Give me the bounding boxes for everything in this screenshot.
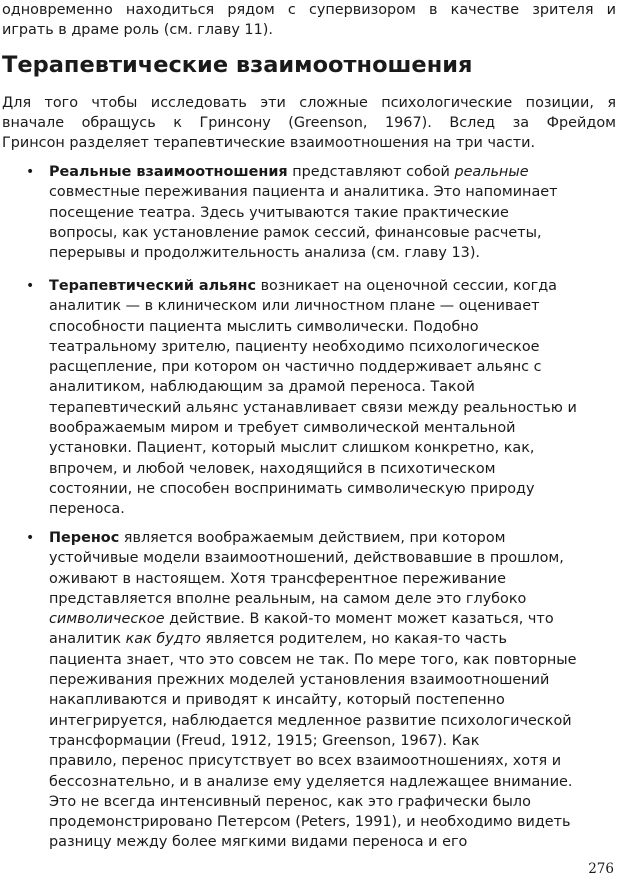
bullet-text (49, 162, 619, 263)
intro-line: одновременно находиться рядом с супервизором в качестве зрителя и (2, 2, 616, 18)
section-title: Терапевтические взаимоотношения (2, 52, 473, 78)
paragraph-line: Для того чтобы исследовать эти сложные психологические позиции, я (2, 95, 616, 111)
bullet-line (49, 162, 619, 182)
page-number: 276 (588, 861, 614, 877)
intro-line: играть в драме роль (см. главу 11). (2, 22, 273, 38)
italic-text: как будто (125, 631, 201, 648)
bullet-line: переживания прежних моделей установления взаимоотношений (49, 672, 550, 689)
bullet-line: правило, перенос присутствует во всех взаимоотношениях, хотя и (49, 753, 562, 770)
bullet-line: посещение театра. Здесь учитываются такие практические (49, 204, 509, 221)
bullet-line: Это не всегда интенсивный перенос, как это графически было (49, 793, 531, 810)
bullet-line: воображаемым миром и требует символической ментальной (49, 420, 516, 437)
bullet-line: представляется вполне реальным, на самом деле это глубоко (49, 590, 527, 607)
bullet-line: интегрируется, наблюдается медленное развитие психологической (49, 712, 572, 729)
bullet-text-run: является родителем, но какая-то часть (200, 631, 507, 648)
bullet-line: терапевтический альянс устанавливает связи между реальностью и (49, 399, 577, 416)
section-paragraph (2, 93, 616, 153)
bullet-line: вопросы, как установление рамок сессий, финансовые расчеты, (49, 224, 542, 241)
bullet-line: впрочем, и любой человек, находящийся в психотическом (49, 460, 496, 477)
bullet-text (49, 276, 619, 520)
bullet-text-run: представляют собой (287, 164, 455, 180)
bullet-line: аналитик — в клиническом или личностном плане — оценивает (49, 298, 540, 315)
bullet-marker: • (26, 278, 35, 294)
bullet-line: совместные переживания пациента и аналитика. Это напоминает (49, 184, 558, 201)
bullet-line: переноса. (49, 501, 125, 518)
bullet-line: установки. Пациент, который мыслит слишком конкретно, как, (49, 440, 535, 457)
bullet-text-run: является воображаемым действием, при котором (119, 530, 506, 546)
bullet-line: аналитиком, наблюдающим за драмой переноса. Такой (49, 379, 475, 396)
bullet-term: Терапевтический альянс (49, 278, 256, 294)
bullet-line (49, 276, 619, 296)
paragraph-line: вначале обращусь к Гринсону (Greenson, 1967). Вслед за Фрейдом (2, 115, 616, 131)
bullet-line (49, 629, 619, 649)
bullet-line (49, 609, 619, 629)
bullet-term: Перенос (49, 530, 120, 546)
bullet-line: устойчивые модели взаимоотношений, действовавшие в прошлом, (49, 550, 564, 567)
bullet-line: театральному зрителю, пациенту необходимо психологическое (49, 338, 540, 355)
bullet-line: способности пациента мыслить символически. Подобно (49, 318, 479, 335)
bullet-text-run: аналитик (49, 631, 126, 648)
bullet-marker: • (26, 530, 35, 546)
bullet-line: состоянии, не способен воспринимать символическую природу (49, 480, 535, 497)
intro-paragraph (2, 0, 616, 40)
bullet-line: продемонстрировано Петерсом (Peters, 1991), и необходимо видеть (49, 814, 571, 831)
italic-text: реальные (454, 164, 529, 180)
bullet-term: Реальные взаимоотношения (49, 164, 288, 180)
bullet-line: бессознательно, и в анализе ему уделяется надлежащее внимание. (49, 773, 573, 790)
bullet-marker: • (26, 164, 35, 180)
bullet-text (49, 528, 619, 853)
bullet-line: накапливаются и приводят к инсайту, который постепенно (49, 692, 505, 709)
bullet-line (49, 528, 619, 548)
bullet-line: перерывы и продолжительность анализа (см. главу 13). (49, 245, 481, 262)
paragraph-line: Гринсон разделяет терапевтические взаимоотношения на три части. (2, 135, 536, 151)
bullet-line: пациента знает, что это совсем не так. По мере того, как повторные (49, 651, 577, 668)
bullet-line: трансформации (Freud, 1912, 1915; Greenson, 1967). Как (49, 732, 480, 749)
bullet-line: расщепление, при котором он частично поддерживает альянс с (49, 359, 542, 376)
bullet-text-run: возникает на оценочной сессии, когда (256, 278, 557, 294)
bullet-line: оживают в настоящем. Хотя трансферентное переживание (49, 570, 506, 587)
italic-text: символическое (49, 611, 165, 628)
bullet-line: разницу между более мягкими видами переноса и его (49, 834, 468, 851)
bullet-text-run: действие. В какой-то момент может казаться, что (164, 611, 554, 628)
